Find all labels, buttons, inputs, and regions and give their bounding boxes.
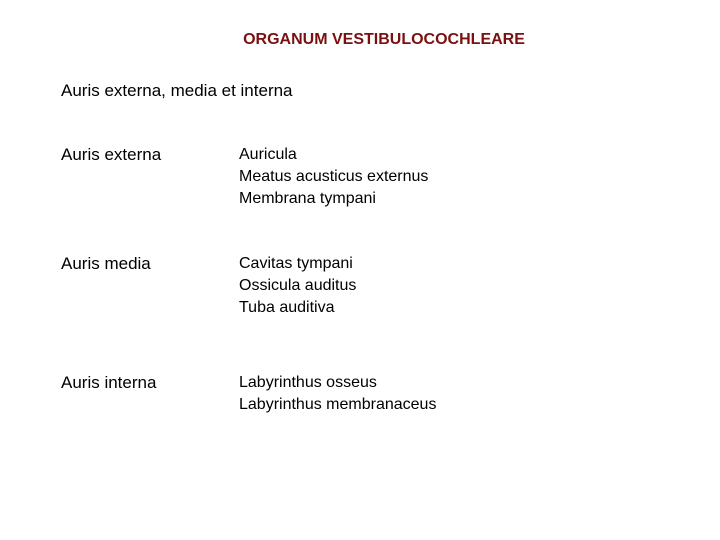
list-item: Ossicula auditus: [239, 277, 357, 294]
page-title: ORGANUM VESTIBULOCOCHLEARE: [243, 31, 525, 48]
list-item: Meatus acusticus externus: [239, 168, 429, 185]
list-item: Auricula: [239, 146, 297, 163]
section-label: Auris externa: [61, 145, 162, 164]
list-item: Cavitas tympani: [239, 255, 353, 272]
section-items: [239, 253, 356, 319]
section-label: Auris media: [61, 254, 151, 273]
list-item: Labyrinthus membranaceus: [239, 396, 437, 413]
section-label: Auris interna: [61, 373, 157, 392]
section-items: [239, 372, 436, 416]
section-items: [239, 144, 428, 210]
list-item: Membrana tympani: [239, 190, 376, 207]
subtitle: Auris externa, media et interna: [61, 81, 293, 100]
list-item: Labyrinthus osseus: [239, 374, 377, 391]
list-item: Tuba auditiva: [239, 299, 335, 316]
